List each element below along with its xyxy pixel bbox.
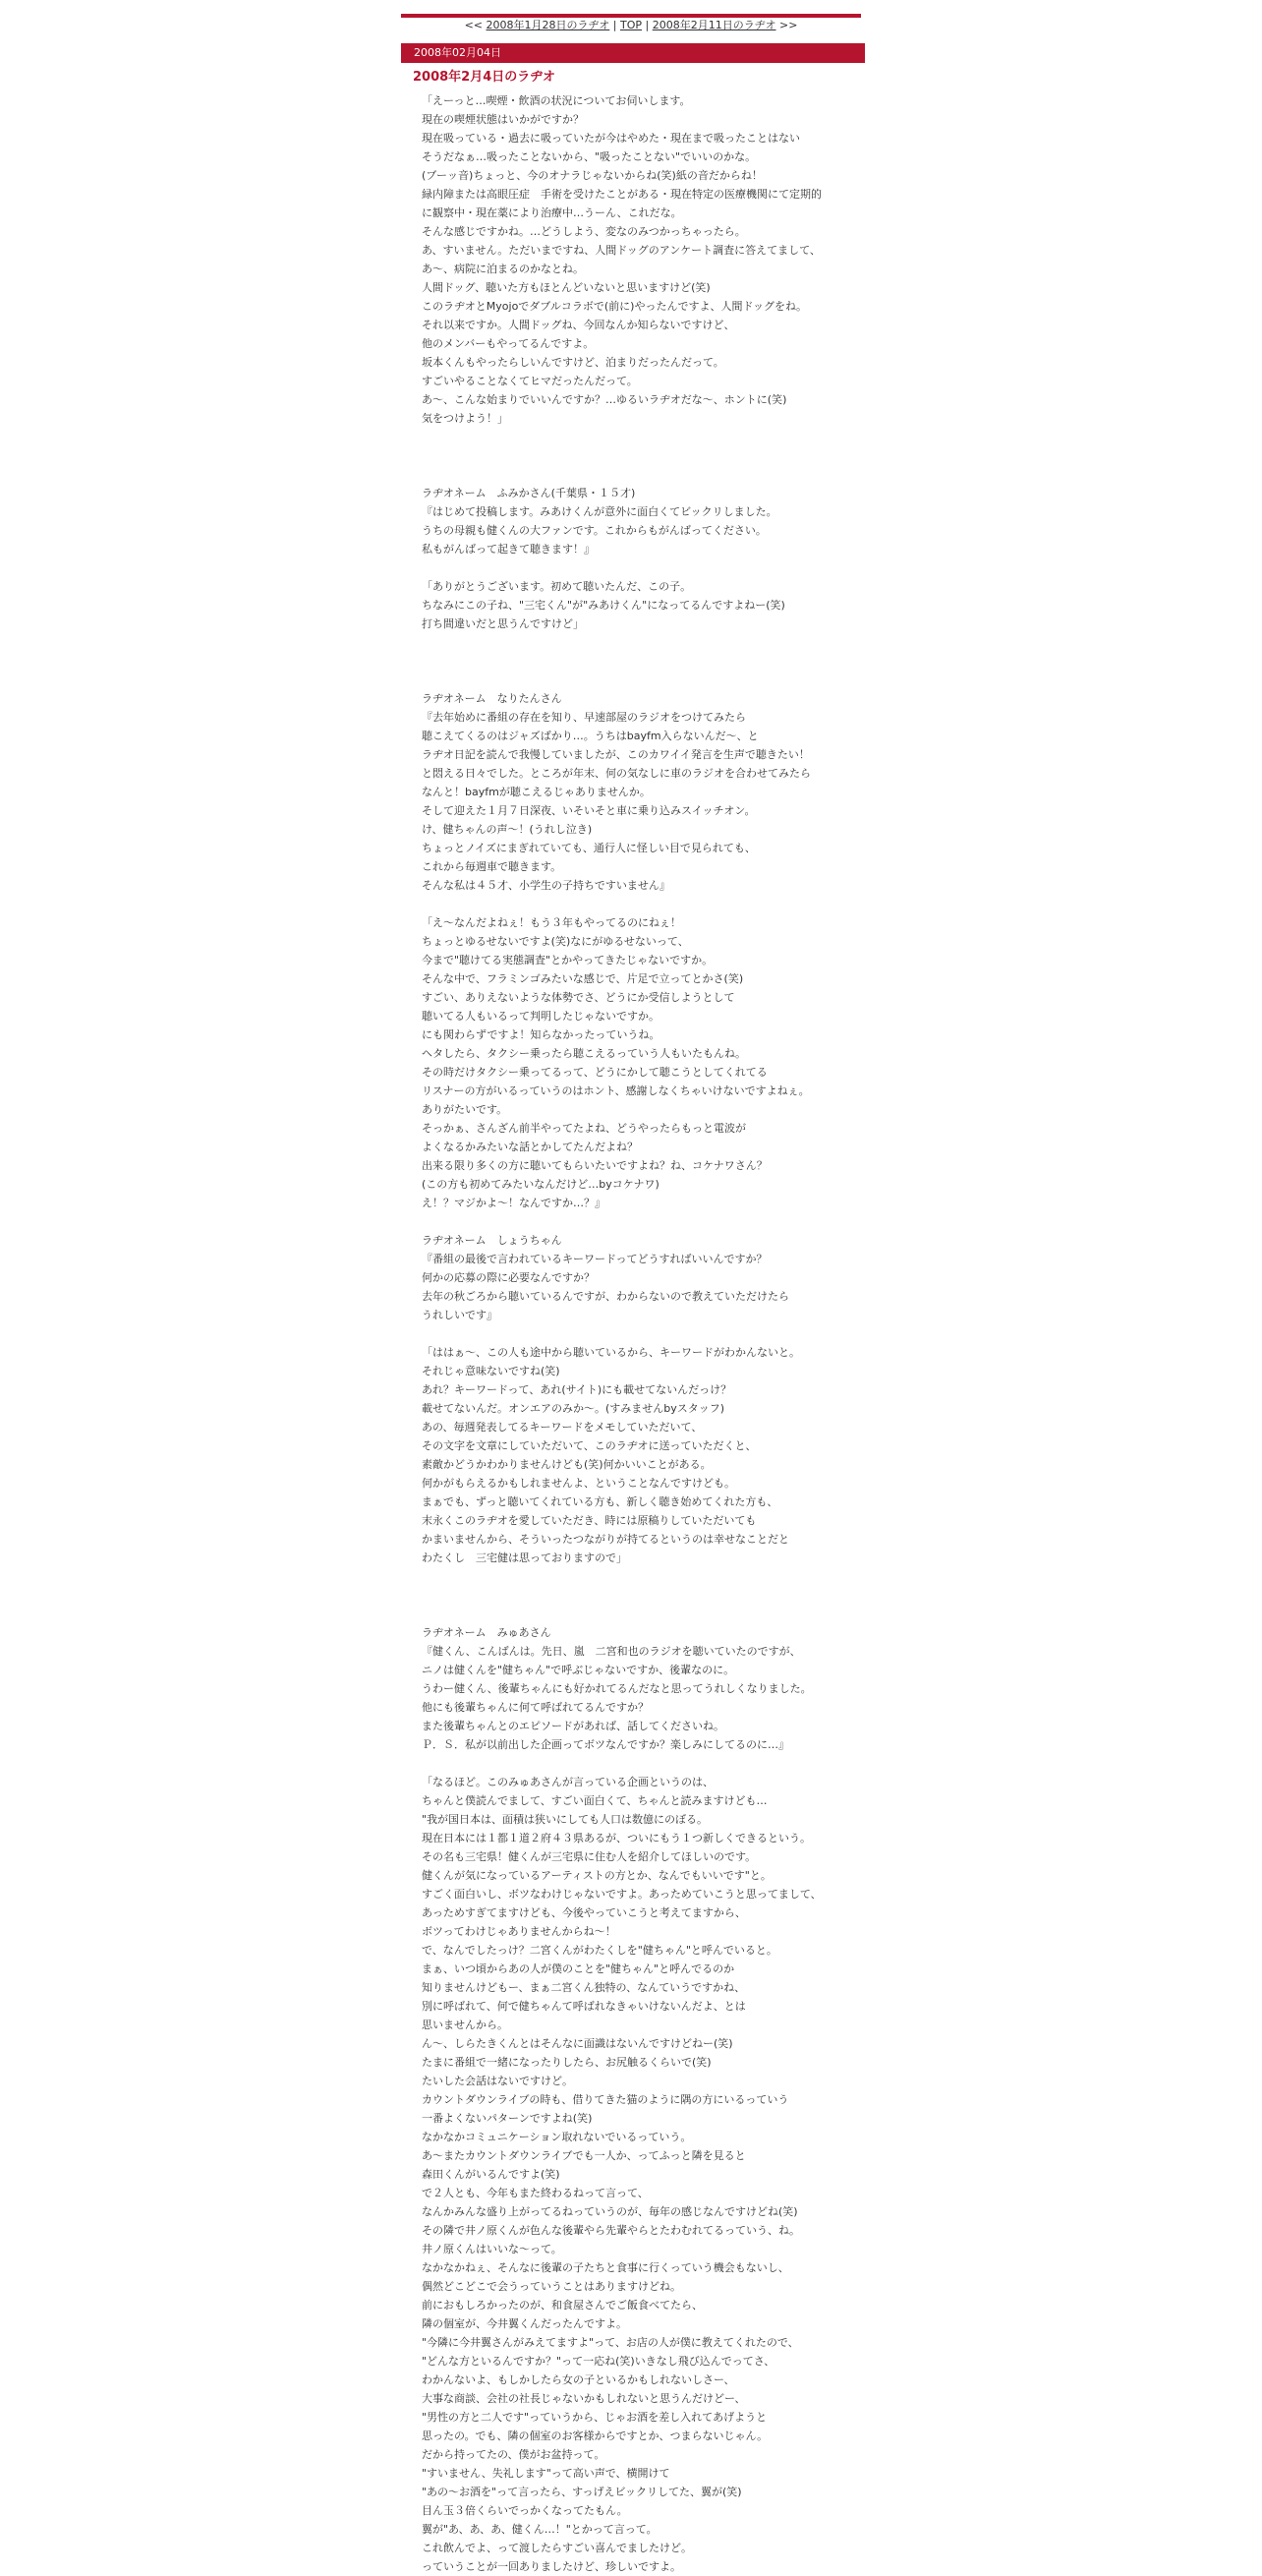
body-line: かまいませんから、そういったつながりが持てるというのは幸せなことだと bbox=[422, 1533, 789, 1546]
body-line bbox=[422, 1567, 869, 1586]
body-line: ちょっとノイズにまぎれていても、通行人に怪しい目で見られても、 bbox=[422, 842, 756, 854]
body-line: 目ん玉３倍くらいでっかくなってたもん。 bbox=[422, 2504, 628, 2517]
body-line: ラヂオネーム みゅあさん bbox=[422, 1626, 551, 1639]
body-line: たいした会話はないですけど。 bbox=[422, 2075, 573, 2087]
body-line: その時だけタクシー乗ってるって、どうにかして聴こうとしてくれてる bbox=[422, 1066, 768, 1079]
nav-next-suffix: >> bbox=[775, 19, 798, 31]
body-line: その隣で井ノ原くんが色んな後輩やら先輩やらとたわむれてるっていう、ね。 bbox=[422, 2224, 800, 2237]
nav-prev-prefix: << bbox=[464, 19, 487, 31]
body-line bbox=[422, 652, 869, 671]
body-line: わたくし 三宅健は思っておりますので」 bbox=[422, 1551, 627, 1564]
body-line bbox=[422, 428, 869, 446]
body-line: うれしいです』 bbox=[422, 1309, 497, 1321]
body-line: 思いませんから。 bbox=[422, 2019, 508, 2031]
body-line: すごいやることなくてヒマだったんだって。 bbox=[422, 375, 638, 387]
body-line: あ～、こんな始まりでいいんですか？…ゆるいラヂオだな～、ホントに(笑) bbox=[422, 393, 787, 406]
body-line: ラヂオネーム しょうちゃん bbox=[422, 1234, 562, 1247]
body-line: 井ノ原くんはいいな～って。 bbox=[422, 2243, 562, 2255]
body-line: 聴こえてくるのはジャズばかり…。うちはbayfm入らないんだ～、と bbox=[422, 730, 759, 742]
body-line: 出来る限り多くの方に聴いてもらいたいですよね？ね、コケナワさん？ bbox=[422, 1159, 768, 1172]
body-line: 現在の喫煙状態はいかがですか？ bbox=[422, 113, 584, 126]
body-line: その文字を文章にしていただいて、このラヂオに送っていただくと、 bbox=[422, 1439, 757, 1452]
body-line: (ブーッ音)ちょっと、今のオナラじゃないからね(笑)紙の音だからね！ bbox=[422, 169, 763, 182]
body-line: なかなかコミュニケーション取れないでいるっていう。 bbox=[422, 2131, 692, 2143]
body-line: ヘタしたら、タクシー乗ったら聴こえるっていう人もいたもんね。 bbox=[422, 1047, 746, 1060]
body-line: にも関わらずですよ！知らなかったっていうね。 bbox=[422, 1028, 660, 1041]
body-line: そんな感じですかね。…どうしよう、変なのみつかっちゃったら。 bbox=[422, 225, 746, 238]
body-line: その名も三宅県！健くんが三宅県に住む人を紹介してほしいのです。 bbox=[422, 1850, 757, 1863]
body-line: そんな私は４５才、小学生の子持ちですいません』 bbox=[422, 879, 670, 892]
body-line: 知りませんけどもー、まぁ二宮くん独特の、なんていうですかね、 bbox=[422, 1981, 746, 1994]
body-line: で２人とも、今年もまた終わるねって言って、 bbox=[422, 2187, 649, 2199]
body-line: "すいません、失礼します"って高い声で、横開けて bbox=[422, 2467, 670, 2480]
nav-separator: | bbox=[609, 19, 620, 31]
body-line: カウントダウンライブの時も、借りてきた猫のように隅の方にいるっていう bbox=[422, 2093, 789, 2106]
body-line: 私もがんばって起きて聴きます！』 bbox=[422, 543, 595, 556]
body-line: 翼が"あ、あ、あ、健くん…！"とかって言って。 bbox=[422, 2523, 658, 2536]
body-line: すごく面白いし、ボツなわけじゃないですよ。あっためていこうと思ってまして、 bbox=[422, 1888, 822, 1901]
body-line: うちの母親も健くんの大ファンです。これからもがんばってください。 bbox=[422, 524, 767, 537]
body-line: わかんないよ、もしかしたら女の子といるかもしれないしさー、 bbox=[422, 2373, 735, 2386]
body-line: ニノは健くんを"健ちゃん"で呼ぶじゃないですか、後輩なのに。 bbox=[422, 1664, 735, 1676]
top-link[interactable]: TOP bbox=[619, 19, 642, 31]
body-line: え！？マジかよ～！なんですか…？』 bbox=[422, 1197, 605, 1209]
top-rule bbox=[401, 14, 861, 18]
body-line: 「え～なんだよねぇ！もう３年もやってるのにねぇ！ bbox=[422, 916, 681, 929]
body-line: ラヂオネーム なりたんさん bbox=[422, 692, 562, 705]
body-line bbox=[422, 465, 869, 484]
next-entry-link[interactable]: 2008年2月11日のラヂオ bbox=[652, 19, 776, 31]
body-line: で、なんでしたっけ？二宮くんがわたくしを"健ちゃん"と呼んでいると。 bbox=[422, 1944, 777, 1957]
body-line: 打ち間違いだと思うんですけど」 bbox=[422, 617, 584, 630]
body-line: "あの～お酒を"って言ったら、すっげえビックリしてた、翼が(笑) bbox=[422, 2486, 742, 2498]
body-line: 『健くん、こんばんは。先日、嵐 二宮和也のラジオを聴いていたのですが、 bbox=[422, 1645, 801, 1658]
body-line: 「ありがとうございます。初めて聴いたんだ、この子。 bbox=[422, 580, 692, 593]
body-line: まぁ、いつ頃からあの人が僕のことを"健ちゃん"と呼んでるのか bbox=[422, 1962, 735, 1975]
body-line: リスナーの方がいるっていうのはホント、感謝しなくちゃいけないですよねぇ。 bbox=[422, 1084, 810, 1097]
body-line: なんと！bayfmが聴こえるじゃありませんか。 bbox=[422, 786, 651, 798]
body-line: 大事な商談、会社の社長じゃないかもしれないと思うんだけどー、 bbox=[422, 2392, 746, 2405]
body-line: すごい、ありえないような体勢でさ、どうにか受信しようとして bbox=[422, 991, 735, 1004]
entry-body bbox=[422, 91, 869, 2576]
body-line: 何かの応募の際に必要なんですか？ bbox=[422, 1271, 595, 1284]
body-line: なんかみんな盛り上がってるねっていうのが、毎年の感じなんですけどね(笑) bbox=[422, 2205, 798, 2218]
date-bar: 2008年02月04日 bbox=[401, 43, 865, 63]
body-line: 「ははぁ～、この人も途中から聴いているから、キーワードがわかんないと。 bbox=[422, 1346, 800, 1359]
body-line: 思ったの。でも、隣の個室のお客様からですとか、つまらないじゃん。 bbox=[422, 2430, 769, 2442]
body-line: 健くんが気になっているアーティストの方とか、なんでもいいです"と。 bbox=[422, 1869, 772, 1882]
body-line: っていうことが一回ありましたけど、珍しいですよ。 bbox=[422, 2560, 681, 2573]
body-line: 何かがもらえるかもしれませんよ、ということなんですけども。 bbox=[422, 1477, 735, 1490]
body-line bbox=[422, 1324, 869, 1343]
body-line bbox=[422, 895, 869, 913]
body-line: そんな中で、フラミンゴみたいな感じで、片足で立ってとかさ(笑) bbox=[422, 972, 744, 985]
body-line: 現在日本には１都１道２府４３県あるが、ついにもう１つ新しくできるという。 bbox=[422, 1832, 811, 1844]
prev-entry-link[interactable]: 2008年1月28日のラヂオ bbox=[486, 19, 610, 31]
body-line: そっかぁ、さんざん前半やってたよね、どうやったらもっと電波が bbox=[422, 1122, 746, 1135]
body-line: 別に呼ばれて、何で健ちゃんて呼ばれなきゃいけないんだよ、とは bbox=[422, 2000, 746, 2013]
body-line: 「えーっと…喫煙・飲酒の状況についてお伺いします。 bbox=[422, 94, 691, 107]
body-line: 他のメンバーもやってるんですよ。 bbox=[422, 337, 595, 350]
body-line: ありがたいです。 bbox=[422, 1103, 508, 1116]
body-line: 素敵かどうかわかりませんけども(笑)何かいいことがある。 bbox=[422, 1458, 712, 1471]
body-line: 坂本くんもやったらしいんですけど、泊まりだったんだって。 bbox=[422, 356, 724, 369]
body-line bbox=[422, 1212, 869, 1231]
body-line: 去年の秋ごろから聴いているんですが、わからないので教えていただけたら bbox=[422, 1290, 789, 1303]
body-line: また後輩ちゃんとのエピソードがあれば、話してくださいね。 bbox=[422, 1720, 724, 1732]
body-line: これ飲んでよ、って渡したらすごい喜んでましたけど。 bbox=[422, 2542, 692, 2554]
body-line: (この方も初めてみたいなんだけど…byコケナワ) bbox=[422, 1178, 660, 1191]
body-line: 緑内障または高眼圧症 手術を受けたことがある・現在特定の医療機関にて定期的 bbox=[422, 188, 822, 201]
body-line: あ、すいません。ただいまですね、人間ドッグのアンケート調査に答えてまして、 bbox=[422, 244, 821, 257]
body-line: 「なるほど。このみゅあさんが言っている企画というのは、 bbox=[422, 1776, 714, 1788]
body-line: "どんな方といるんですか？"って一応ね(笑)いきなし飛び込んでってさ、 bbox=[422, 2355, 775, 2368]
body-line: そして迎えた１月７日深夜、いそいそと車に乗り込みスイッチオン。 bbox=[422, 804, 756, 817]
body-line: それ以来ですか。人間ドッグね、今回なんか知らないですけど、 bbox=[422, 319, 735, 331]
body-line: あ～、病院に泊まるのかなとね。 bbox=[422, 263, 584, 275]
body-line bbox=[422, 1586, 869, 1605]
body-line: 末永くこのラヂオを愛していただき、時には原稿りしていただいても bbox=[422, 1514, 757, 1527]
body-line: このラヂオとMyojoでダブルコラボで(前に)やったんですよ、人間ドッグをね。 bbox=[422, 300, 807, 313]
body-line: そうだなぁ…吸ったことないから、"吸ったことない"でいいのかな。 bbox=[422, 150, 757, 163]
body-line: だから持ってたの、僕がお盆持って。 bbox=[422, 2448, 605, 2461]
body-line: "我が国日本は、面積は狭いにしても人口は数億にのぼる。 bbox=[422, 1813, 709, 1826]
body-line bbox=[422, 446, 869, 465]
body-line: 載せてないんだ。オンエアのみか～。(すみませんbyスタッフ) bbox=[422, 1402, 725, 1415]
body-line: ラヂオ日記を読んで我慢していましたが、このカワイイ発言を生声で聴きたい！ bbox=[422, 748, 810, 761]
body-line: 現在吸っている・過去に吸っていたが今はやめた・現在まで吸ったことはない bbox=[422, 132, 800, 145]
body-line: うわー健くん、後輩ちゃんにも好かれてるんだなと思ってうれしくなりました。 bbox=[422, 1682, 812, 1695]
body-line: "今隣に今井翼さんがみえてますよ"って、お店の人が僕に教えてくれたので、 bbox=[422, 2336, 799, 2349]
body-line: 人間ドッグ、聴いた方もほとんどいないと思いますけど(笑) bbox=[422, 281, 711, 294]
body-line: と悶える日々でした。ところが年末、何の気なしに車のラジオを合わせてみたら bbox=[422, 767, 811, 780]
body-line bbox=[422, 633, 869, 652]
body-line: ラヂオネーム ふみかさん(千葉県・１５才) bbox=[422, 487, 636, 499]
body-line: 一番よくないパターンですよね(笑) bbox=[422, 2112, 593, 2125]
nav-separator: | bbox=[642, 19, 653, 31]
body-line: あっためすぎてますけども、今後やっていこうと考えてますから、 bbox=[422, 1906, 746, 1919]
body-line: ボツってわけじゃありませんからね～！ bbox=[422, 1925, 616, 1938]
body-line: 前におもしろかったのが、和食屋さんでご飯食べてたら、 bbox=[422, 2299, 703, 2312]
body-line: ちゃんと僕読んでまして、すごい面白くて、ちゃんと読みますけども… bbox=[422, 1794, 768, 1807]
body-line: 『はじめて投稿します。みあけくんが意外に面白くてビックリしました。 bbox=[422, 505, 777, 518]
body-line: ちょっとゆるせないですよ(笑)なにがゆるせないって、 bbox=[422, 935, 689, 948]
body-line: なかなかねぇ、そんなに後輩の子たちと食事に行くっていう機会もないし、 bbox=[422, 2261, 789, 2274]
body-line: あの、毎週発表してるキーワードをメモしていただいて、 bbox=[422, 1421, 703, 1434]
body-line: ちなみにこの子ね、"三宅くん"が"みあけくん"になってるんですよねー(笑) bbox=[422, 599, 785, 612]
body-line: ん～、しらたきくんとはそんなに面識はないんですけどねー(笑) bbox=[422, 2037, 733, 2050]
body-line: け、健ちゃんの声～！(うれし泣き) bbox=[422, 823, 593, 836]
body-line: 隣の個室が、今井翼くんだったんですよ。 bbox=[422, 2317, 627, 2330]
body-line: 気をつけよう！」 bbox=[422, 412, 508, 425]
body-line bbox=[422, 558, 869, 577]
body-line: 『番組の最後で言われているキーワードってどうすればいいんですか？ bbox=[422, 1253, 768, 1265]
body-line: よくなるかみたいな話とかしてたんだよね？ bbox=[422, 1141, 638, 1153]
body-line: 今まで"聴けてる実態調査"とかやってきたじゃないですか。 bbox=[422, 954, 714, 966]
body-line: Ｐ．Ｓ．私が以前出した企画ってボツなんですか？楽しみにしてるのに…』 bbox=[422, 1738, 789, 1751]
body-line: まぁでも、ずっと聴いてくれている方も、新しく聴き始めてくれた方も、 bbox=[422, 1495, 778, 1508]
body-line: それじゃ意味ないですね(笑) bbox=[422, 1365, 560, 1377]
body-line: "男性の方と二人です"っていうから、じゃお酒を差し入れてあげようと bbox=[422, 2411, 768, 2424]
body-line: たまに番組で一緒になったりしたら、お尻触るくらいで(笑) bbox=[422, 2056, 712, 2069]
body-line: あ～またカウントダウンライブでも一人か、ってふっと隣を見ると bbox=[422, 2149, 746, 2162]
body-line: 他にも後輩ちゃんに何て呼ばれてるんですか？ bbox=[422, 1701, 649, 1714]
entry-nav bbox=[401, 19, 861, 32]
body-line: に観察中・現在薬により治療中…うーん、これだな。 bbox=[422, 206, 682, 219]
body-line: あれ？キーワードって、あれ(サイト)にも載せてないんだっけ？ bbox=[422, 1383, 732, 1396]
body-line: 森田くんがいるんですよ(笑) bbox=[422, 2168, 560, 2181]
body-line: 聴いてる人もいるって判明したじゃないですか。 bbox=[422, 1010, 660, 1023]
body-line: 『去年始めに番組の存在を知り、早速部屋のラジオをつけてみたら bbox=[422, 711, 746, 724]
body-line: 偶然どこどこで会うっていうことはありますけどね。 bbox=[422, 2280, 681, 2293]
body-line bbox=[422, 1754, 869, 1773]
body-line bbox=[422, 1605, 869, 1623]
entry-title: 2008年2月4日のラヂオ bbox=[413, 70, 556, 85]
body-line: これから毎週車で聴きます。 bbox=[422, 860, 562, 873]
body-line bbox=[422, 671, 869, 689]
